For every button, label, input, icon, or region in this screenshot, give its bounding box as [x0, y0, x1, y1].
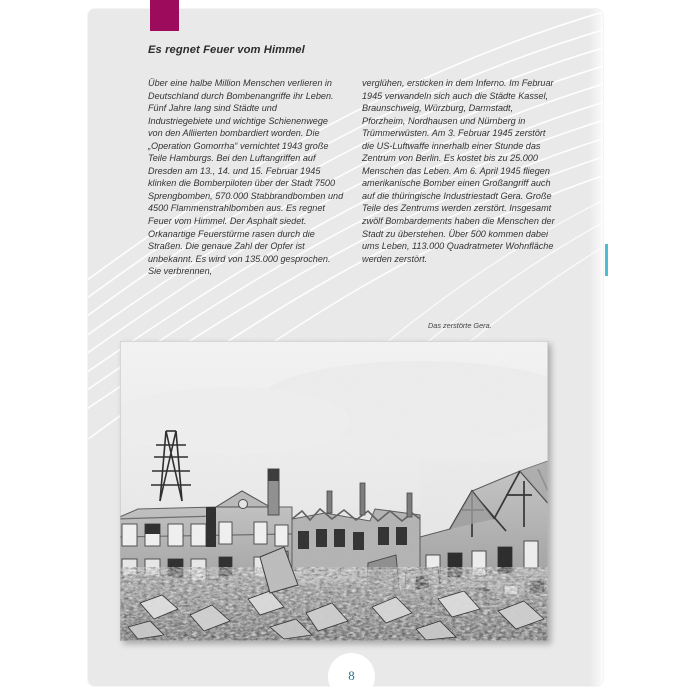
historic-photo — [120, 341, 548, 641]
photo-artwork — [120, 341, 548, 641]
teal-edge-tab — [605, 244, 608, 276]
photo-caption: Das zerstörte Gera. — [428, 321, 492, 330]
page-number: 8 — [348, 668, 355, 683]
magenta-square-marker — [150, 0, 179, 31]
page-edge-shading — [589, 9, 603, 686]
article-column-left: Über eine halbe Million Menschen verlieren in Deutschland durch Bombenangriffe ihr Leben. Fünf Jahre lang sind Städte und Industriegebiete und wichtige Schienenwege von den Alliierten bombardiert worden. Die „Operation Gomorrha“ vernichtet 1943 große Teile Hamburgs. Bei den Luftangriffen auf Dresden am 13., 14. und 15. Februar 1945 klinken die Bomberpiloten über der Stadt 7500 Sprengbomben, 570.000 Stabbrandbomben und 4500 Flammenstrahlbomben aus. Es regnet Feuer vom Himmel. Der Asphalt siedet. Orkanartige Feuerstürme rasen durch die Straßen. Die genaue Zahl der Opfer ist unbekannt. Es wird von 135.000 gesprochen. Sie verbrennen, — [148, 78, 344, 277]
article-column-right: verglühen, ersticken in dem Inferno. Im Februar 1945 verwandeln sich auch die Städte Kassel, Braunschweig, Würzburg, Darmstadt, Pforzheim, Nordhausen und Nürnberg in Trümmerwüsten. Am 3. Februar 1945 zerstört die US-Luftwaffe innerhalb einer Stunde das Zentrum von Berlin. Es kostet bis zu 25.000 Menschen das Leben. Am 6. April 1945 fliegen amerikanische Bomber einen Großangriff auch auf die thüringische Industriestadt Gera. Große Teile des Zentrums werden zerstört. Insgesamt zwölf Bombardements haben die Menschen der Stadt zu überstehen. Über 500 kommen dabei ums Leben, 113.000 Quadratmeter Wohnfläche werden zerstört. — [362, 78, 555, 264]
article-headline: Es regnet Feuer vom Himmel — [148, 44, 305, 56]
page-number-badge — [328, 653, 375, 700]
